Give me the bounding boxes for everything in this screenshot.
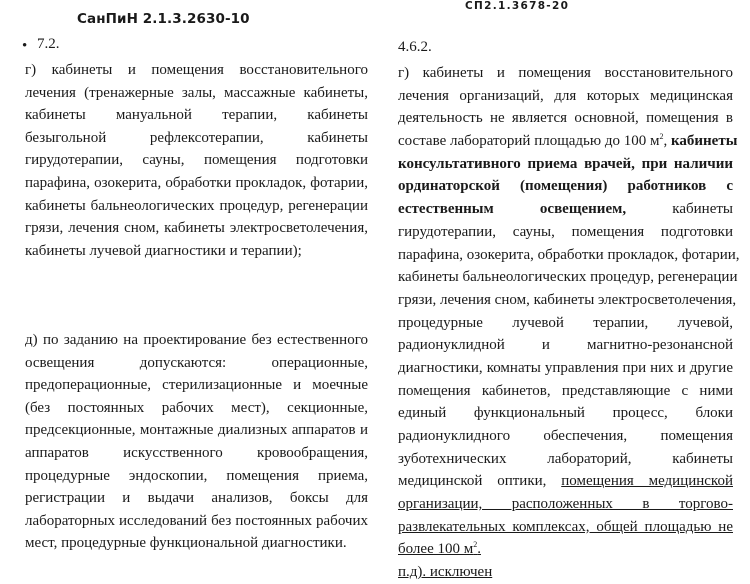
bullet-icon: • [22, 38, 28, 54]
text-line: предсекционные, монтажные диализных аппаратов и [25, 422, 368, 439]
comma: , [663, 133, 671, 150]
text-line: процедурные лучевой терапии, лучевой, [398, 314, 733, 331]
right-section-number: 4.6.2. [398, 39, 432, 55]
bold-text: консультативного приема врачей, при наличии [398, 155, 733, 172]
underlined-text: организации, расположенных в торгово- [398, 496, 733, 513]
bold-text: кабинеты [670, 133, 738, 150]
text-line: деятельность не является основной, помещения в [398, 110, 733, 127]
text-line [398, 130, 738, 153]
left-item-d [25, 329, 368, 555]
text-line: (без постоянных рабочих мест), секционные, [25, 399, 368, 416]
text-line: лабораторных исследований без постоянных рабочих [25, 512, 368, 529]
text-line [398, 561, 733, 584]
left-column-title: СанПиН 2.1.3.2630-10 [77, 11, 250, 27]
text-line: единый функциональный процесс, блоки [398, 405, 733, 422]
text-line [398, 175, 733, 198]
right-column-title: СП2.1.3678-20 [465, 0, 570, 12]
underlined-text: развлекательных комплексах, общей площадью не [398, 518, 733, 535]
right-item-g [398, 62, 740, 584]
text-line: регистрации и выдачи анализов, боксы для [25, 490, 368, 507]
left-section-number: 7.2. [37, 36, 60, 52]
text-line [398, 470, 733, 493]
text-line: процедурные эндоскопии, помещения приема, [25, 467, 368, 484]
left-item-g [25, 59, 368, 262]
text-line: кабинеты бальнеологических процедур, регенерации [25, 197, 368, 214]
text-line: лечения (тренажерные залы, массажные кабинеты, [25, 84, 368, 101]
text-line: грязи, лечения сном, кабинеты электросветолечения, [398, 291, 737, 308]
text-line: аппаратов искусственного кровообращения, [25, 444, 368, 461]
underlined-text: п.д). исключен [398, 564, 493, 581]
underlined-text: помещения медицинской [561, 473, 733, 490]
text-line: помещения кабинетов, представляющие с ними [398, 382, 733, 399]
text-line: освещения допускаются: операционные, [25, 354, 368, 371]
text-line: гирудотерапии, сауны, помещения подготовки [398, 223, 733, 240]
area-text: составе лабораторий площадью до 100 м [398, 133, 660, 150]
text-line: предоперационные, стерилизационные и моечные [25, 377, 368, 394]
period: . [477, 541, 481, 558]
text-line: кабинеты лучевой диагностики и терапии); [25, 242, 302, 259]
bold-text: ординаторской (помещения) работников с [398, 178, 733, 195]
underlined-text [398, 541, 481, 557]
text-line [398, 516, 733, 539]
text-line: радионуклидной и магнитно-резонансной [398, 337, 733, 354]
text-line: лечения организаций, для которых медицинская [398, 87, 733, 104]
text-line [398, 198, 733, 221]
text-line: зуботехнических лабораторий, кабинеты [398, 450, 733, 467]
text-line: д) по заданию на проектирование без естественного [25, 332, 368, 348]
bold-text: естественным освещением, [398, 201, 627, 218]
text-line: кабинеты мануальной терапии, кабинеты [25, 107, 368, 124]
text-line: парафина, озокерита, обработки прокладок, фотарии, [398, 246, 740, 263]
text-line: безыгольной рефлексотерапии, кабинеты [25, 129, 368, 146]
text-line: гирудотерапии, сауны, помещения подготовки [25, 152, 368, 169]
text-line: диагностики, комнаты управления при них и другие [398, 359, 733, 376]
area-text: более 100 м [398, 541, 474, 558]
text-line: парафина, озокерита, обработки прокладок, фотарии, [25, 174, 368, 191]
text-line: радионуклидного обеспечения, помещения [398, 428, 733, 444]
text-line [398, 538, 733, 561]
plain-text: медицинской оптики, [398, 473, 562, 490]
text-line: мест, процедурные функциональной диагностики. [25, 535, 347, 552]
superscript: 2 [473, 540, 478, 550]
text-line: г) кабинеты и помещения восстановительного [398, 65, 733, 81]
superscript: 2 [659, 132, 664, 142]
text-line: грязи, лечения сном, кабинеты электросветолечения, [25, 220, 368, 237]
plain-text: кабинеты [626, 201, 733, 218]
text-line: кабинеты бальнеологических процедур, регенерации [398, 269, 738, 286]
text-line [398, 153, 733, 176]
text-line [398, 493, 733, 516]
text-line: г) кабинеты и помещения восстановительного [25, 62, 368, 78]
